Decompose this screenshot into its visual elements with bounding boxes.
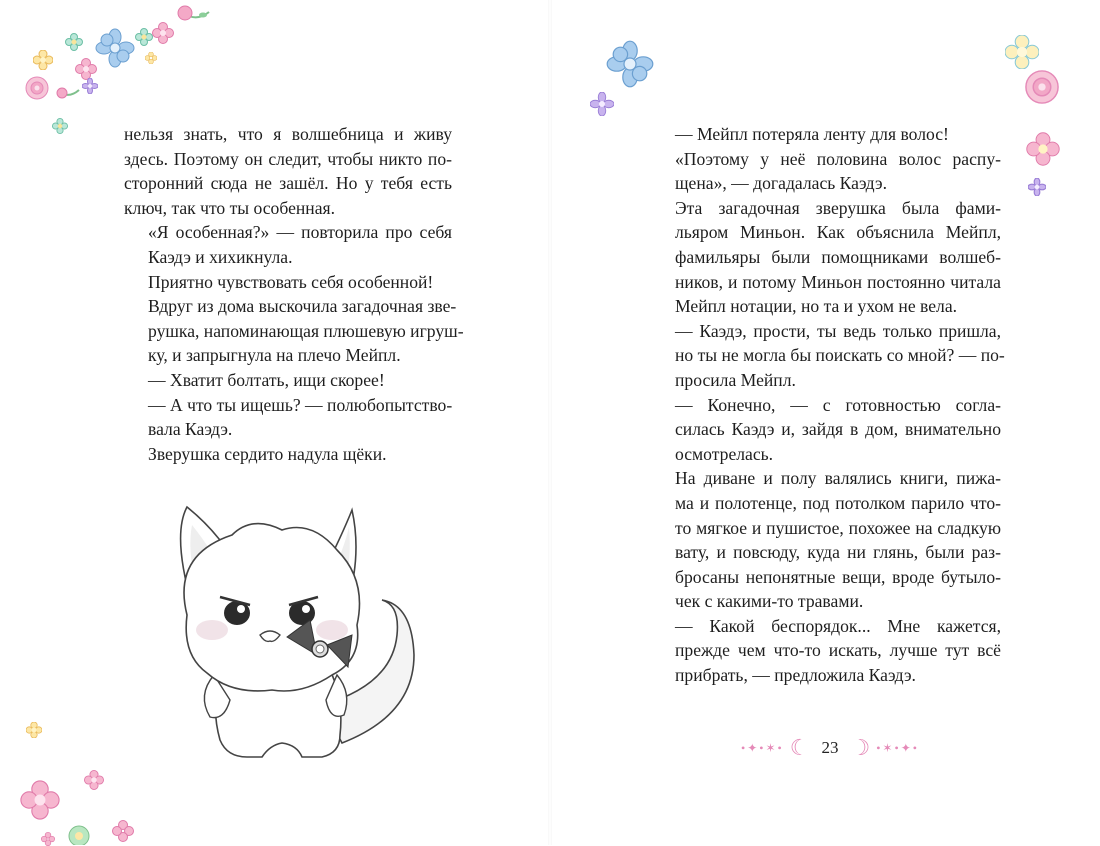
text-line: — Каэдэ, прости, ты ведь только пришла, xyxy=(675,320,1001,341)
yellow-flower-icon xyxy=(1005,35,1039,69)
text-line: прибрать, — предложила Каэдэ. xyxy=(675,665,916,686)
small-flower-icon xyxy=(135,28,153,46)
right-page xyxy=(550,0,1100,845)
text-line: здесь. Поэтому он следит, чтобы никто по- xyxy=(124,148,452,169)
paragraph xyxy=(651,122,1001,147)
text-line: ников, и потому Миньон постоянно читала xyxy=(675,271,1001,292)
text-line: льяром Миньон. Как объяснила Мейпл, xyxy=(675,222,1001,243)
text-line: то мягкое и пушистое, похожее на сладкую xyxy=(675,517,1001,538)
familiar-creature-illustration xyxy=(152,495,442,775)
text-line: — Мейпл потеряла ленту для волос! xyxy=(675,124,949,144)
text-line: Приятно чувствовать себя особенной! xyxy=(148,271,434,292)
text-line: ку, и запрыгнула на плечо Мейпл. xyxy=(148,345,401,366)
text-line: фамильяры были помощниками волшеб- xyxy=(675,246,1001,267)
right-page-text xyxy=(651,122,1005,688)
leaf-flower-icon xyxy=(65,820,105,845)
text-line: рушка, напоминающая плюшевую игруш- xyxy=(148,320,464,341)
pink-flower-icon xyxy=(1026,132,1060,166)
text-line: — Какой беспорядок... Мне кажется, xyxy=(675,615,1001,636)
text-line: — Конечно, — с готовностью согла- xyxy=(675,394,1001,415)
pink-flower-icon xyxy=(75,58,97,80)
small-flower-icon xyxy=(145,52,157,64)
pink-rose-icon xyxy=(1023,68,1061,106)
purple-flower-icon xyxy=(1028,178,1046,196)
text-line: прежде чем что-то искать, лучше тут всё xyxy=(675,640,1001,661)
crescent-moon-icon: ☾ xyxy=(789,735,810,761)
text-line: бросаны непонятные вещи, вроде бутыло- xyxy=(675,566,1001,587)
text-line: сторонний сюда не зашёл. Но у тебя есть xyxy=(124,173,452,194)
teal-flower-icon xyxy=(65,33,83,51)
star-ornament-icon: •✶•✦• xyxy=(876,740,919,755)
text-line: Вдруг из дома выскочила загадочная зве- xyxy=(148,296,457,317)
text-line: вала Каэдэ. xyxy=(148,419,233,440)
paragraph xyxy=(124,270,452,295)
pink-flower-icon xyxy=(40,832,56,846)
star-ornament-icon: •✦•✶• xyxy=(741,740,784,755)
blue-flower-icon xyxy=(606,40,654,88)
pink-flower-icon xyxy=(112,820,134,842)
blue-flower-icon xyxy=(95,28,135,68)
text-line: просила Мейпл. xyxy=(675,369,796,390)
paragraph xyxy=(124,442,452,467)
purple-flower-icon xyxy=(82,78,98,94)
small-flower-icon xyxy=(26,722,42,738)
text-line: ма и полотенце, под потолком парило что- xyxy=(675,492,1001,513)
text-line: Каэдэ и хихикнула. xyxy=(148,246,293,267)
page-number: 23 xyxy=(821,738,839,757)
text-line: силась Каэдэ и, зайдя в дом, внимательно xyxy=(675,419,1001,440)
crescent-moon-icon: ☽ xyxy=(850,735,871,761)
text-line: нельзя знать, что я волшебница и живу xyxy=(124,124,452,144)
paragraph xyxy=(124,368,452,393)
text-line: «Я особенная?» — повторила про себя xyxy=(148,222,452,243)
paragraph xyxy=(651,393,1001,467)
left-page xyxy=(0,0,550,845)
paragraph xyxy=(651,466,1001,614)
left-page-text xyxy=(124,122,464,466)
text-line: «Поэтому у неё половина волос распу- xyxy=(675,148,1001,169)
text-line: чек с какими-то травами. xyxy=(675,591,864,612)
paragraph xyxy=(124,393,452,442)
paragraph xyxy=(651,147,1001,196)
pink-rose-icon xyxy=(24,75,50,101)
paragraph xyxy=(124,122,452,220)
teal-flower-icon xyxy=(52,118,68,134)
small-flower-icon xyxy=(33,50,53,70)
pink-flower-icon xyxy=(20,780,60,820)
text-line: осмотрелась. xyxy=(675,443,774,464)
text-line: Эта загадочная зверушка была фами- xyxy=(675,197,1001,218)
pink-flower-icon xyxy=(84,770,104,790)
paragraph xyxy=(124,220,452,269)
paragraph xyxy=(651,319,1005,393)
paragraph xyxy=(124,294,464,368)
text-line: — Хватит болтать, ищи скорее! xyxy=(148,369,385,390)
rosebud-icon xyxy=(55,85,81,101)
page-number-ornament xyxy=(715,735,945,761)
text-line: щена», — догадалась Каэдэ. xyxy=(675,173,887,194)
text-line: Зверушка сердито надула щёки. xyxy=(148,443,387,464)
text-line: — А что ты ищешь? — полюбопытство- xyxy=(148,394,453,415)
rosebud-icon xyxy=(175,4,211,26)
text-line: вату, и повсюду, куда ни глянь, были раз- xyxy=(675,542,1001,563)
text-line: Мейпл нотации, но та и ухом не вела. xyxy=(675,296,958,317)
purple-flower-icon xyxy=(590,92,614,116)
paragraph xyxy=(651,196,1001,319)
text-line: На диване и полу валялись книги, пижа- xyxy=(675,468,1001,489)
paragraph xyxy=(651,614,1001,688)
pink-flower-icon xyxy=(152,22,174,44)
text-line: ключ, так что ты особенная. xyxy=(124,197,336,218)
text-line: но ты не могла бы поискать со мной? — по- xyxy=(675,345,1005,366)
